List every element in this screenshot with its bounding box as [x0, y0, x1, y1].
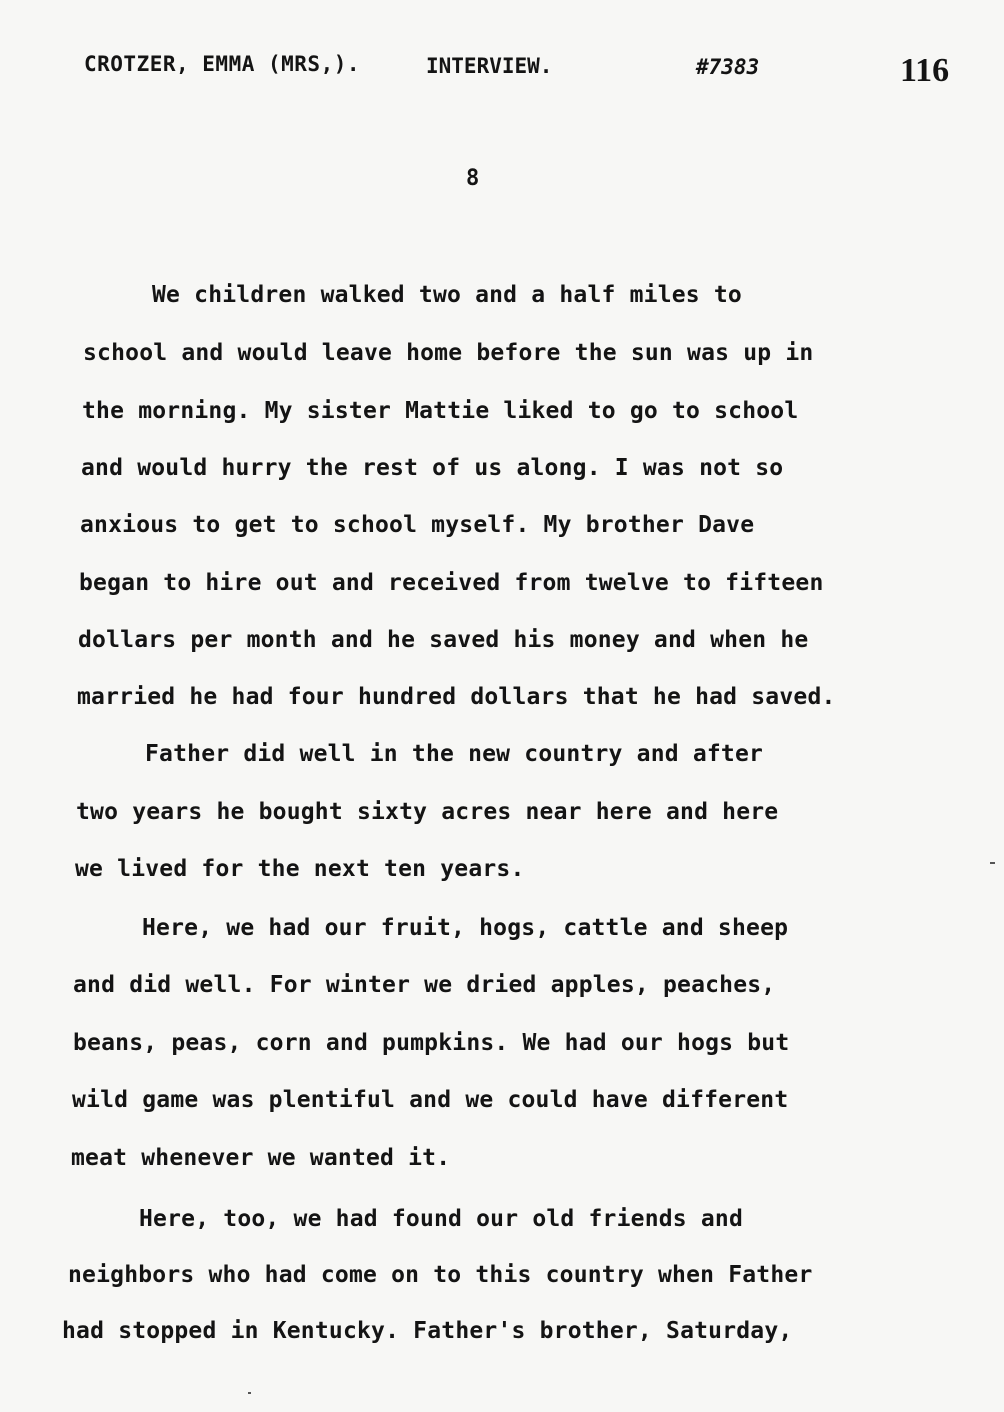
text-line: beans, peas, corn and pumpkins. We had our hogs but — [73, 1030, 790, 1056]
text-line: and would hurry the rest of us along. I was not so — [81, 455, 784, 481]
text-line: dollars per month and he saved his money and when he — [78, 627, 809, 653]
text-line: and did well. For winter we dried apples, peaches, — [73, 972, 776, 998]
text-line: Father did well in the new country and after — [145, 741, 764, 767]
margin-mark — [248, 1392, 251, 1394]
text-line: anxious to get to school myself. My brother Dave — [80, 512, 755, 538]
page-number: 8 — [466, 166, 480, 191]
interviewee-name: CROTZER, EMMA (MRS,). — [84, 52, 361, 76]
text-line: had stopped in Kentucky. Father's brother, Saturday, — [62, 1318, 793, 1344]
text-line: began to hire out and received from twelve to fifteen — [79, 570, 824, 596]
interview-label: INTERVIEW. — [426, 54, 553, 78]
text-line: the morning. My sister Mattie liked to go to school — [82, 398, 799, 424]
interview-number: #7383 — [696, 55, 760, 79]
text-line: Here, we had our fruit, hogs, cattle and sheep — [142, 915, 789, 941]
margin-mark — [990, 862, 995, 864]
text-line: school and would leave home before the sun was up in — [83, 340, 814, 366]
text-line: Here, too, we had found our old friends and — [139, 1206, 744, 1232]
text-line: meat whenever we wanted it. — [71, 1145, 451, 1171]
text-line: neighbors who had come on to this country when Father — [68, 1262, 813, 1288]
text-line: wild game was plentiful and we could have different — [72, 1087, 789, 1113]
text-line: two years he bought sixty acres near here and here — [76, 799, 779, 825]
folio-number: 116 — [900, 52, 950, 89]
text-line: married he had four hundred dollars that he had saved. — [77, 684, 836, 710]
text-line: We children walked two and a half miles to — [152, 282, 742, 308]
text-line: we lived for the next ten years. — [75, 856, 525, 882]
